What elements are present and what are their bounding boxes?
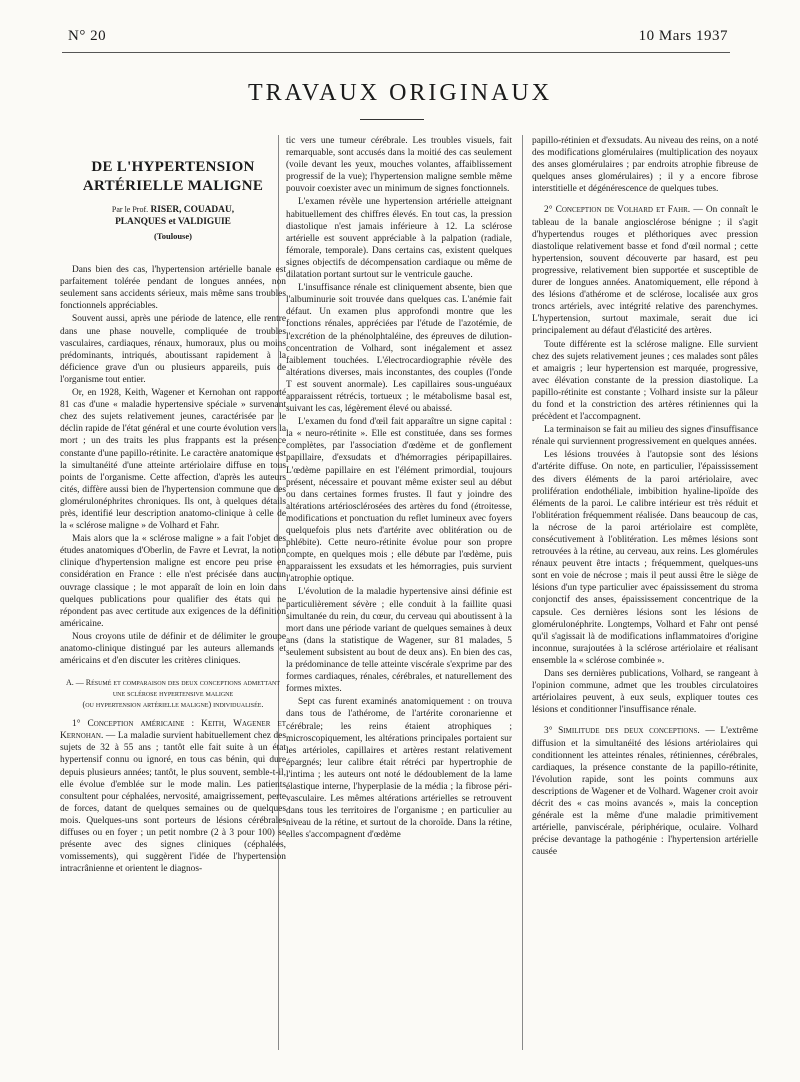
article-title-line-1: DE L'HYPERTENSION (91, 159, 255, 175)
paragraph-text: — La maladie survient habituellement chez des sujets de 32 à 55 ans ; tantôt elle fait suite à un état hypertensif connu ou ignoré, en tous cas bénin, qui dure depuis plusieurs années; tantôt, le plus souvent, semble-t-il, elle évolue d'emblée sur le mode malin. Les patients consultent pour céphalées, nervosité, amaigrissement, perte de forces, datant de quelques semaines ou de quelques mois. Quelques-uns sont porteurs de lésions cérébrales diffuses ou en foyer ; un petit nombre (2 à 3 pour 100) se présente avec des signes cliniques (céphalées, vomissements), qui suggèrent l'idée de l'hypertension intracrânienne et orientent le diagnos- (60, 731, 286, 875)
affiliation: (Toulouse) (154, 231, 192, 241)
paragraph: Les lésions trouvées à l'autopsie sont des lésions d'artérite diffuse. On note, en particulier, l'épaississement des divers éléments de la paroi artériolaire, avec prolifération endothéliale, imbibition hyaline-lipoïde des éléments de la paroi. Le calibre intérieur est très réduit et l'oblitération fréquemment réalisée. Dans beaucoup de cas, la nécrose de la paroi artériolaire est complète, consécutivement à l'oblitération. Les mêmes lésions sont retrouvées à la rétine, au cerveau, aux reins. Les glomérules rénaux peuvent être intacts ; fréquemment, quelques-uns sont en voie de nécrose ; mais il peut aussi être le siège de lésions d'un type particulier avec épaississement du stroma conjonctif des anses, épaississement concentrique de la capsule. Ces dernières lésions sont les lésions de glomérulonéphrite. Longtemps, Volhard et Fahr ont pensé qu'il s'agissait là de modifications inflammatoires d'origine inconnue, surajoutées à la sclérose artériolaire et réalisant ensemble la « sclérose combinée ». (532, 450, 758, 666)
byline-authors-2: PLANQUES et VALDIGUIE (115, 217, 231, 227)
title-rule (360, 119, 424, 120)
spacer (532, 717, 758, 725)
column-separator-2 (522, 135, 523, 1050)
paragraph: Dans ses dernières publications, Volhard, se rangeant à l'opinion commune, admet que les troubles circulatoires artériolaires peuvent, à eux seuls, expliquer toutes ces lésions et conditionner l'insuffisance rénale. (532, 669, 758, 716)
paragraph (532, 204, 758, 337)
top-rule (62, 52, 730, 53)
paragraph (60, 718, 286, 875)
article-title (60, 158, 286, 196)
section-title: TRAVAUX ORIGINAUX (247, 80, 553, 106)
paragraph: L'examen du fond d'œil fait apparaître un signe capital : la « neuro-rétinite ». Elle est constituée, dans ses formes complètes, par l'association d'œdème et de gonflement papillaire, d'exsudats et d'hémorragies péripapillaires. L'œdème papillaire en est l'élément primordial, toujours présent, nécessaire et pouvant même exister seul au début ou dans certaines formes frustes. Il faut y joindre des altérations artériosclérosées des artères du fond (étroitesse, modifications et ponctuation du reflet lumineux avec foyers quelquefois plus nets d'artérite avec oblitération ou de phlébite). Cette neuro-rétinite évolue pour son propre compte, en quelques mois ; elle débute par l'œdème, puis apparaissent les exsudats et les hémorragies, puis survient l'atrophie optique. (286, 417, 512, 585)
column-2 (286, 135, 512, 1055)
section-heading-a-line-1: A. — Résumé et comparaison des deux conceptions admettant une sclérose hypertensive maligne (65, 678, 281, 699)
paragraph: papillo-rétinien et d'exsudats. Au niveau des reins, on a noté des modifications glomérulaires (multiplication des noyaux des anses glomérulaires ; par endroits atrophie fibreuse de quelques anses glomérulaires) ; il y a encore fibrose interstitielle et dégénérescence de quelques tubes. (532, 136, 758, 195)
paragraph: Toute différente est la sclérose maligne. Elle survient chez des sujets relativement jeunes ; ces malades sont pâles et amaigris ; leur hypertension est marquée, progressive, avec élévation constante de la pression diastolique. La papillo-rétinite est constante ; Volhard insiste sur la pâleur du fond et la constriction des artères rétiniennes qui la précèdent et l'accompagnent. (532, 339, 758, 423)
paragraph: Dans bien des cas, l'hypertension artérielle banale est parfaitement tolérée pendant de longues années, non seulement sans accidents sérieux, mais même sans troubles fonctionnels appréciables. (60, 265, 286, 312)
column-3 (532, 135, 758, 1055)
subsection-heading: 3° Similitude des deux conceptions. (544, 726, 700, 737)
article-title-line-2: ARTÉRIELLE MALIGNE (82, 178, 264, 194)
paragraph: Souvent aussi, après une période de latence, elle rentre dans une phase nouvelle, compliquée de troubles vasculaires, cardiaques, rénaux, humoraux, plus ou moins prédominants, intriqués, aboutissant rapidement à la déficience grave d'un ou plusieurs appareils, puis de l'organisme tout entier. (60, 314, 286, 385)
paragraph: tic vers une tumeur cérébrale. Les troubles visuels, fait remarquable, sont accusés dans la moitié des cas seulement (voile devant les yeux, mouches volantes, affaiblissement progressif de la vue); l'hypertension maligne semble même pouvoir coexister avec un minimum de signes fonctionnels. (286, 136, 512, 195)
paragraph: L'insuffisance rénale est cliniquement absente, bien que l'albuminurie soit trouvée dans quelques cas. L'anémie fait défaut. Un examen plus approfondi montre que les fonctions rénales, appréciées par l'étude de l'azotémie, de l'excrétion de la phénolphtaléine, des épreuves de dilution-concentration de Volhard, sont inégalement et assez faiblement touchées. L'électrocardiographie révèle des altérations diverses, mais inconstantes, des couples (l'onde T est souvent anormale). Les capillaires sous-unguéaux apparaissent rétrécis, tortueux ; le métabolisme basal est, suivant les cas, légèrement élevé ou abaissé. (286, 283, 512, 415)
byline-authors-1: RISER, COUADAU, (150, 205, 235, 215)
paragraph: L'évolution de la maladie hypertensive ainsi définie est particulièrement sévère ; elle conduit à la faillite quasi simultanée du rein, du cœur, du cerveau qui aboutissent à la mort dans une période variant de quelques semaines à deux ans (dans la statistique de Wagener, sur 81 malades, 5 seulement subsistent au bout de deux ans). En bien des cas, la prédominance de telle atteinte viscérale s'exprime par des formes cardiaques, rénales, cérébrales, et naturellement des formes mixtes. (286, 587, 512, 695)
paragraph: Or, en 1928, Keith, Wagener et Kernohan ont rapporté 81 cas d'une « maladie hypertensive spéciale » survenant chez des sujets relativement jeunes, caractérisée par le déclin rapide de l'état général et une courte évolution vers la mort ; un des traits les plus frappants est la présence constante d'une papillo-rétinite. Le caractère anatomique est la simultanéité d'une atteinte artériolaire diffuse en tous points de l'organisme. Cette affection, d'après les auteurs cités, diffère aussi bien de l'hypertension commune que des glomérulonéphrites chroniques. Ils ont, à quelques détails près, identifié leur description anatomo-clinique à celle de la « sclérose maligne » de Volhard et Fahr. (60, 388, 286, 532)
issue-date: 10 Mars 1937 (638, 28, 728, 44)
byline-prefix: Par le Prof. (111, 205, 149, 214)
section-heading-a-line-2: (ou hypertension artérielle maligne) individualisée. (82, 700, 264, 710)
subsection-heading: 1° Conception américaine : Keith, Wagener et Kernohan. (60, 719, 286, 742)
paragraph: La terminaison se fait au milieu des signes d'insuffisance rénale qui surviennent progressivement en quelques années. (532, 425, 758, 448)
paragraph: Sept cas furent examinés anatomiquement : on trouva dans tous de l'athérome, de l'artérite coronarienne et cérébrale; les reins étaient atrophiques ; microscopiquement, les altérations principales portaient sur les artérioles, capillaires et artères restant relativement épargnés; leur calibre était rétréci par hypertrophie de l'intima ; les auteurs ont noté le dédoublement de la lame élastique interne, l'hyperplasie de la média ; la fibrose péri-vasculaire. Les mêmes altérations artérielles se retrouvent dans tous les territoires de l'organisme ; en particulier au niveau de la rétine, et surtout de la choroïde. Dans la rétine, elles s'accompagnent d'œdème (286, 697, 512, 841)
byline (60, 204, 286, 228)
paragraph-text: — On connaît le tableau de la banale angiosclérose bénigne ; il s'agit d'hypertendus rouges et pléthoriques avec pression diastolique relativement basse et fond d'œil normal ; cette hypertension, souvent découverte par hasard, est peu progressive, relativement bien supportée et susceptible de durer de longues années. Anatomiquement, elle répond à des lésions d'athérome et de sclérose, localisée aux gros troncs artériels, avec intégrité relative des parenchymes. L'hypertension, surtout maximale, serait due ici principalement au défaut d'élasticité des artères. (532, 205, 758, 337)
spacer (532, 196, 758, 204)
section-heading-a (60, 677, 286, 710)
paragraph: L'examen révèle une hypertension artérielle atteignant habituellement des chiffres élevés. En tout cas, la pression diastolique n'est jamais inférieure à 12. La sclérose artérielle est souvent appréciable à la palpation (radiale, fémorale, temporale). Dans certains cas, existent quelques signes objectifs de décompensation cardiaque ou même de dilatation portant surtout sur le ventricule gauche. (286, 197, 512, 281)
column-1 (60, 158, 286, 1078)
paragraph: Mais alors que la « sclérose maligne » a fait l'objet des études anatomiques d'Oberlin, de Favre et Levrat, la notion clinique d'hypertension maligne est encore peu prise en considération en France : elle n'est précisée dans aucun ouvrage classique ; le mot apparaît de loin en loin dans quelques publications pour qualifier des états qui ne répondent pas avec certitude aux exigences de la définition américaine. (60, 534, 286, 629)
subsection-heading: 2° Conception de Volhard et Fahr. (544, 205, 691, 216)
paragraph (532, 725, 758, 858)
paragraph-text: — L'extrême diffusion et la simultanéité des lésions artériolaires qui conditionnent les atteintes rénales, rétiniennes, cérébrales, cardiaques, la présence constante de la papillo-rétinite, l'évolution rapide, sont les points communs aux descriptions de Wagener et de Volhard. Wagener croit avoir décrit des « cas moins avancés », mais la conception générale est la même d'une maladie primitivement artérielle, panviscérale, périphérique, oculaire. Volhard précise devantage la pathogénie : l'hypertension artérielle causée (532, 726, 758, 858)
issue-number: N° 20 (68, 28, 107, 44)
paragraph: Nous croyons utile de définir et de délimiter le groupe anatomo-clinique distingué par les auteurs allemands et américains et d'en discuter les critères cliniques. (60, 631, 286, 667)
